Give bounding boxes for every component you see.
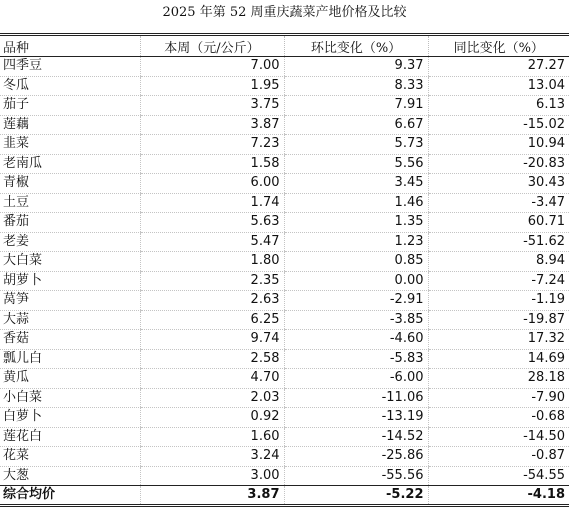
cell-week-change: 7.91 bbox=[284, 96, 428, 116]
cell-week-change: 1.35 bbox=[284, 213, 428, 233]
table-row bbox=[0, 115, 569, 135]
column-header-price: 本周（元/公斤） bbox=[140, 35, 284, 57]
cell-price: 6.00 bbox=[140, 174, 284, 194]
page-title: 2025 年第 52 周重庆蔬菜产地价格及比较 bbox=[162, 5, 407, 20]
cell-year-change: -7.90 bbox=[428, 388, 569, 408]
total-cell-variety: 综合均价 bbox=[0, 486, 140, 506]
cell-week-change: 9.37 bbox=[284, 57, 428, 77]
cell-year-change: -7.24 bbox=[428, 271, 569, 291]
cell-variety: 茄子 bbox=[0, 96, 140, 116]
cell-price: 3.75 bbox=[140, 96, 284, 116]
table-row bbox=[0, 252, 569, 272]
total-row bbox=[0, 486, 569, 506]
table-row bbox=[0, 213, 569, 233]
table-row bbox=[0, 174, 569, 194]
cell-price: 3.87 bbox=[140, 115, 284, 135]
cell-price: 1.60 bbox=[140, 427, 284, 447]
cell-week-change: 8.33 bbox=[284, 76, 428, 96]
cell-week-change: -3.85 bbox=[284, 310, 428, 330]
table-row bbox=[0, 349, 569, 369]
cell-year-change: 30.43 bbox=[428, 174, 569, 194]
cell-price: 5.47 bbox=[140, 232, 284, 252]
cell-year-change: 60.71 bbox=[428, 213, 569, 233]
cell-week-change: -2.91 bbox=[284, 291, 428, 311]
cell-price: 1.74 bbox=[140, 193, 284, 213]
table-body bbox=[0, 57, 569, 506]
table-row bbox=[0, 427, 569, 447]
cell-variety: 白萝卜 bbox=[0, 408, 140, 428]
cell-price: 4.70 bbox=[140, 369, 284, 389]
cell-variety: 老姜 bbox=[0, 232, 140, 252]
cell-variety: 香菇 bbox=[0, 330, 140, 350]
column-header-variety: 品种 bbox=[0, 35, 140, 57]
cell-week-change: -13.19 bbox=[284, 408, 428, 428]
cell-week-change: 1.23 bbox=[284, 232, 428, 252]
table-row bbox=[0, 291, 569, 311]
cell-week-change: -5.83 bbox=[284, 349, 428, 369]
cell-variety: 大白菜 bbox=[0, 252, 140, 272]
table-row bbox=[0, 271, 569, 291]
cell-price: 1.95 bbox=[140, 76, 284, 96]
table-row bbox=[0, 310, 569, 330]
cell-year-change: 10.94 bbox=[428, 135, 569, 155]
cell-year-change: 6.13 bbox=[428, 96, 569, 116]
cell-year-change: -19.87 bbox=[428, 310, 569, 330]
cell-week-change: 5.56 bbox=[284, 154, 428, 174]
table-row bbox=[0, 466, 569, 486]
cell-year-change: -1.19 bbox=[428, 291, 569, 311]
cell-year-change: -15.02 bbox=[428, 115, 569, 135]
cell-year-change: 14.69 bbox=[428, 349, 569, 369]
cell-price: 2.63 bbox=[140, 291, 284, 311]
cell-week-change: 1.46 bbox=[284, 193, 428, 213]
table-header-row bbox=[0, 35, 569, 57]
cell-year-change: -20.83 bbox=[428, 154, 569, 174]
cell-price: 6.25 bbox=[140, 310, 284, 330]
cell-week-change: -11.06 bbox=[284, 388, 428, 408]
cell-variety: 小白菜 bbox=[0, 388, 140, 408]
cell-price: 7.00 bbox=[140, 57, 284, 77]
cell-week-change: -4.60 bbox=[284, 330, 428, 350]
cell-variety: 四季豆 bbox=[0, 57, 140, 77]
cell-year-change: -54.55 bbox=[428, 466, 569, 486]
cell-year-change: 27.27 bbox=[428, 57, 569, 77]
cell-week-change: 0.00 bbox=[284, 271, 428, 291]
cell-year-change: -3.47 bbox=[428, 193, 569, 213]
cell-year-change: 28.18 bbox=[428, 369, 569, 389]
table-row bbox=[0, 76, 569, 96]
cell-week-change: 5.73 bbox=[284, 135, 428, 155]
cell-variety: 莲藕 bbox=[0, 115, 140, 135]
cell-variety: 花菜 bbox=[0, 447, 140, 467]
cell-week-change: 3.45 bbox=[284, 174, 428, 194]
table-row bbox=[0, 193, 569, 213]
cell-variety: 番茄 bbox=[0, 213, 140, 233]
cell-variety: 莲花白 bbox=[0, 427, 140, 447]
cell-price: 7.23 bbox=[140, 135, 284, 155]
cell-price: 5.63 bbox=[140, 213, 284, 233]
cell-week-change: 0.85 bbox=[284, 252, 428, 272]
cell-price: 1.58 bbox=[140, 154, 284, 174]
cell-variety: 土豆 bbox=[0, 193, 140, 213]
cell-year-change: -14.50 bbox=[428, 427, 569, 447]
cell-year-change: -51.62 bbox=[428, 232, 569, 252]
column-header-year-change: 同比变化（%） bbox=[428, 35, 569, 57]
cell-price: 9.74 bbox=[140, 330, 284, 350]
column-header-week-change: 环比变化（%） bbox=[284, 35, 428, 57]
cell-variety: 冬瓜 bbox=[0, 76, 140, 96]
table-row bbox=[0, 388, 569, 408]
price-table bbox=[0, 33, 569, 507]
cell-year-change: 13.04 bbox=[428, 76, 569, 96]
table-row bbox=[0, 408, 569, 428]
cell-price: 1.80 bbox=[140, 252, 284, 272]
cell-price: 2.58 bbox=[140, 349, 284, 369]
cell-year-change: -0.87 bbox=[428, 447, 569, 467]
table-row bbox=[0, 369, 569, 389]
table-row bbox=[0, 447, 569, 467]
total-cell-price: 3.87 bbox=[140, 486, 284, 506]
cell-week-change: 6.67 bbox=[284, 115, 428, 135]
cell-year-change: 17.32 bbox=[428, 330, 569, 350]
cell-price: 0.92 bbox=[140, 408, 284, 428]
table-row bbox=[0, 57, 569, 77]
table-row bbox=[0, 135, 569, 155]
cell-variety: 青椒 bbox=[0, 174, 140, 194]
cell-week-change: -6.00 bbox=[284, 369, 428, 389]
cell-price: 3.24 bbox=[140, 447, 284, 467]
table-row bbox=[0, 154, 569, 174]
cell-variety: 大蒜 bbox=[0, 310, 140, 330]
cell-week-change: -55.56 bbox=[284, 466, 428, 486]
table-row bbox=[0, 330, 569, 350]
cell-year-change: 8.94 bbox=[428, 252, 569, 272]
table-row bbox=[0, 232, 569, 252]
total-cell-week-change: -5.22 bbox=[284, 486, 428, 506]
cell-week-change: -14.52 bbox=[284, 427, 428, 447]
cell-week-change: -25.86 bbox=[284, 447, 428, 467]
cell-price: 2.35 bbox=[140, 271, 284, 291]
cell-variety: 黄瓜 bbox=[0, 369, 140, 389]
total-cell-year-change: -4.18 bbox=[428, 486, 569, 506]
cell-variety: 瓢儿白 bbox=[0, 349, 140, 369]
cell-variety: 胡萝卜 bbox=[0, 271, 140, 291]
cell-price: 2.03 bbox=[140, 388, 284, 408]
cell-variety: 韭菜 bbox=[0, 135, 140, 155]
cell-price: 3.00 bbox=[140, 466, 284, 486]
cell-variety: 大葱 bbox=[0, 466, 140, 486]
cell-variety: 老南瓜 bbox=[0, 154, 140, 174]
cell-year-change: -0.68 bbox=[428, 408, 569, 428]
table-row bbox=[0, 96, 569, 116]
cell-variety: 莴笋 bbox=[0, 291, 140, 311]
